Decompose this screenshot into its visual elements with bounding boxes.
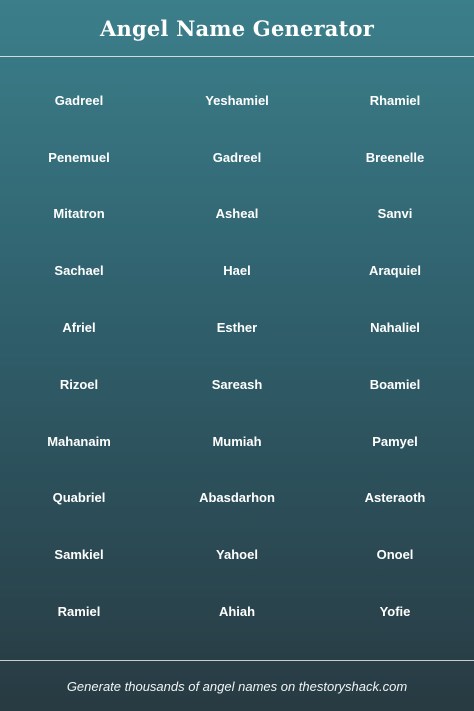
name-item: Sareash: [211, 376, 263, 392]
name-item: Gadreel: [212, 149, 262, 165]
name-item: Ramiel: [57, 604, 101, 620]
name-item: Breenelle: [365, 149, 425, 165]
name-grid: [0, 72, 474, 640]
name-item: Onoel: [376, 547, 414, 563]
name-item: Yahoel: [216, 547, 258, 563]
name-item: Abasdarhon: [199, 490, 275, 506]
footer: [0, 661, 474, 711]
name-item: Mitatron: [53, 206, 105, 222]
name-item: Rhamiel: [369, 92, 421, 108]
name-item: Hael: [223, 263, 251, 279]
footer-link-text[interactable]: Generate thousands of angel names on thestoryshack.com: [66, 678, 408, 694]
name-item: Nahaliel: [370, 320, 420, 336]
name-item: Sachael: [54, 263, 104, 279]
name-item: Asheal: [215, 206, 259, 222]
name-item: Rizoel: [59, 376, 99, 392]
name-item: Pamyel: [372, 433, 418, 449]
name-item: Penemuel: [48, 149, 110, 165]
header-divider: [0, 56, 474, 57]
name-item: Afriel: [62, 320, 96, 336]
name-item: Esther: [216, 320, 258, 336]
name-item: Boamiel: [369, 376, 421, 392]
name-item: Mahanaim: [47, 433, 111, 449]
name-item: Araquiel: [368, 263, 421, 279]
header: [0, 0, 474, 56]
name-item: Gadreel: [54, 92, 104, 108]
name-item: Ahiah: [218, 604, 256, 620]
name-item: Yeshamiel: [205, 92, 269, 108]
page-title: Angel Name Generator: [100, 15, 374, 41]
name-item: Yofie: [379, 604, 411, 620]
name-item: Asteraoth: [364, 490, 426, 506]
name-item: Sanvi: [377, 206, 413, 222]
name-item: Mumiah: [212, 433, 262, 449]
name-item: Samkiel: [54, 547, 104, 563]
name-item: Quabriel: [52, 490, 106, 506]
